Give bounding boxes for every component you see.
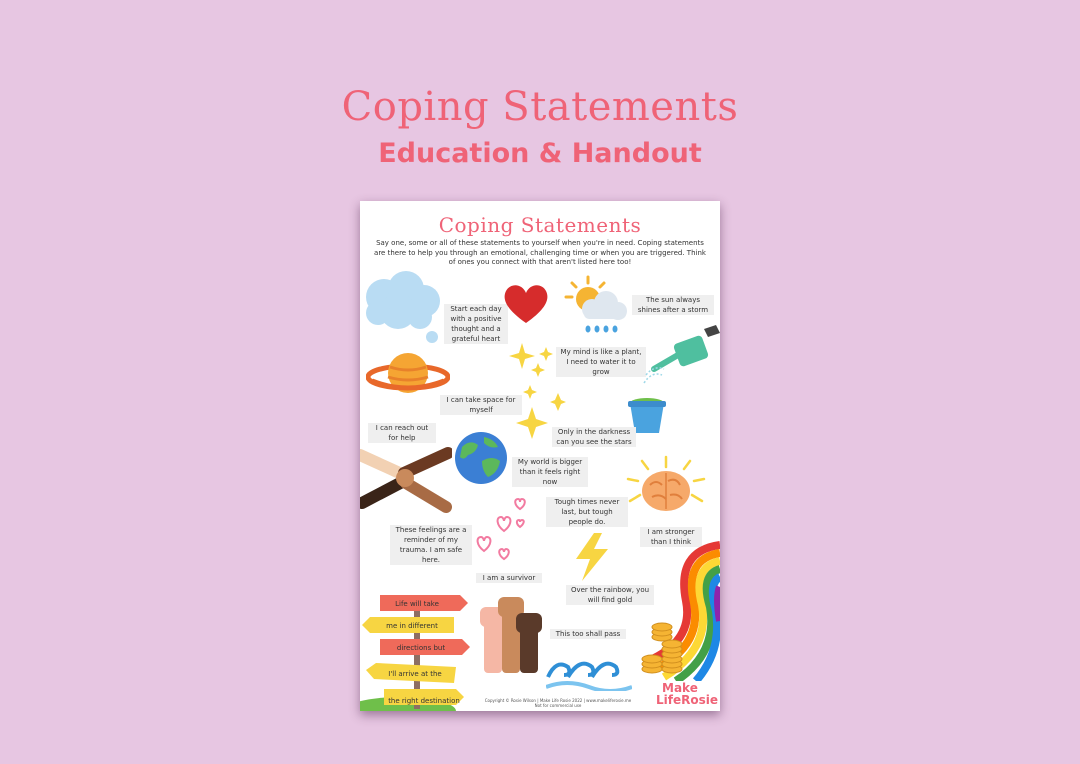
statement-tough-times: Tough times never last, but tough people do. bbox=[546, 497, 628, 527]
hands-icon bbox=[360, 445, 452, 515]
earth-icon bbox=[454, 431, 508, 485]
signpost-line-4: I'll arrive at the bbox=[388, 670, 442, 678]
fists-icon bbox=[476, 589, 548, 673]
hero-subtitle: Education & Handout bbox=[378, 138, 702, 169]
statement-darkness-stars: Only in the darkness can you see the stars bbox=[552, 427, 636, 447]
hero-title: Coping Statements bbox=[341, 84, 739, 130]
usage-note: Not for commercial use bbox=[534, 703, 582, 708]
statement-survivor: I am a survivor bbox=[476, 573, 542, 583]
lightning-icon bbox=[572, 533, 612, 581]
statement-reach-out: I can reach out for help bbox=[368, 423, 436, 443]
handout-title: Coping Statements bbox=[438, 213, 642, 237]
sun-cloud-rain-icon bbox=[564, 275, 630, 337]
statement-take-space: I can take space for myself bbox=[440, 395, 522, 415]
brand-line-2: LifeRosie bbox=[656, 693, 718, 707]
handout-intro: Say one, some or all of these statements to yourself when you're in need. Coping statements are there to help you through an emotional, challenging time or when you are triggered. Think of ones you connect with that aren't listed here too! bbox=[374, 239, 706, 266]
statement-too-shall-pass: This too shall pass bbox=[550, 629, 626, 639]
brain-icon bbox=[624, 455, 708, 519]
statement-stronger: I am stronger than I think bbox=[640, 527, 702, 547]
handout-preview bbox=[360, 201, 720, 711]
statement-sun-storm: The sun always shines after a storm bbox=[632, 295, 714, 315]
heart-icon bbox=[502, 281, 550, 325]
signpost-line-5: the right destination bbox=[388, 697, 460, 705]
statement-mind-plant: My mind is like a plant, I need to water it to grow bbox=[556, 347, 646, 377]
brand-logo bbox=[656, 682, 720, 706]
small-hearts-icon bbox=[474, 495, 532, 567]
signpost-line-2: me in different bbox=[386, 622, 438, 630]
statement-rainbow-gold: Over the rainbow, you will find gold bbox=[566, 585, 654, 605]
copyright-line: Copyright © Rosie Wilson | Make Life Rosie 2022 | www.makeliferosie.me bbox=[484, 698, 632, 703]
watering-can-icon bbox=[642, 325, 720, 385]
cloud-icon bbox=[362, 269, 444, 345]
waves-icon bbox=[546, 647, 632, 691]
planet-icon bbox=[366, 349, 450, 401]
brand-line-1: Make bbox=[662, 681, 698, 695]
statement-feelings-reminder: These feelings are a reminder of my trauma. I am safe here. bbox=[390, 525, 472, 565]
statement-world-bigger: My world is bigger than it feels right now bbox=[512, 457, 588, 487]
statement-start-day: Start each day with a positive thought and a grateful heart bbox=[444, 304, 508, 344]
signpost-line-3: directions but bbox=[396, 644, 446, 652]
signpost-line-1: Life will take bbox=[395, 600, 439, 608]
gold-coins-icon bbox=[638, 621, 694, 675]
copyright-footer bbox=[478, 698, 638, 708]
